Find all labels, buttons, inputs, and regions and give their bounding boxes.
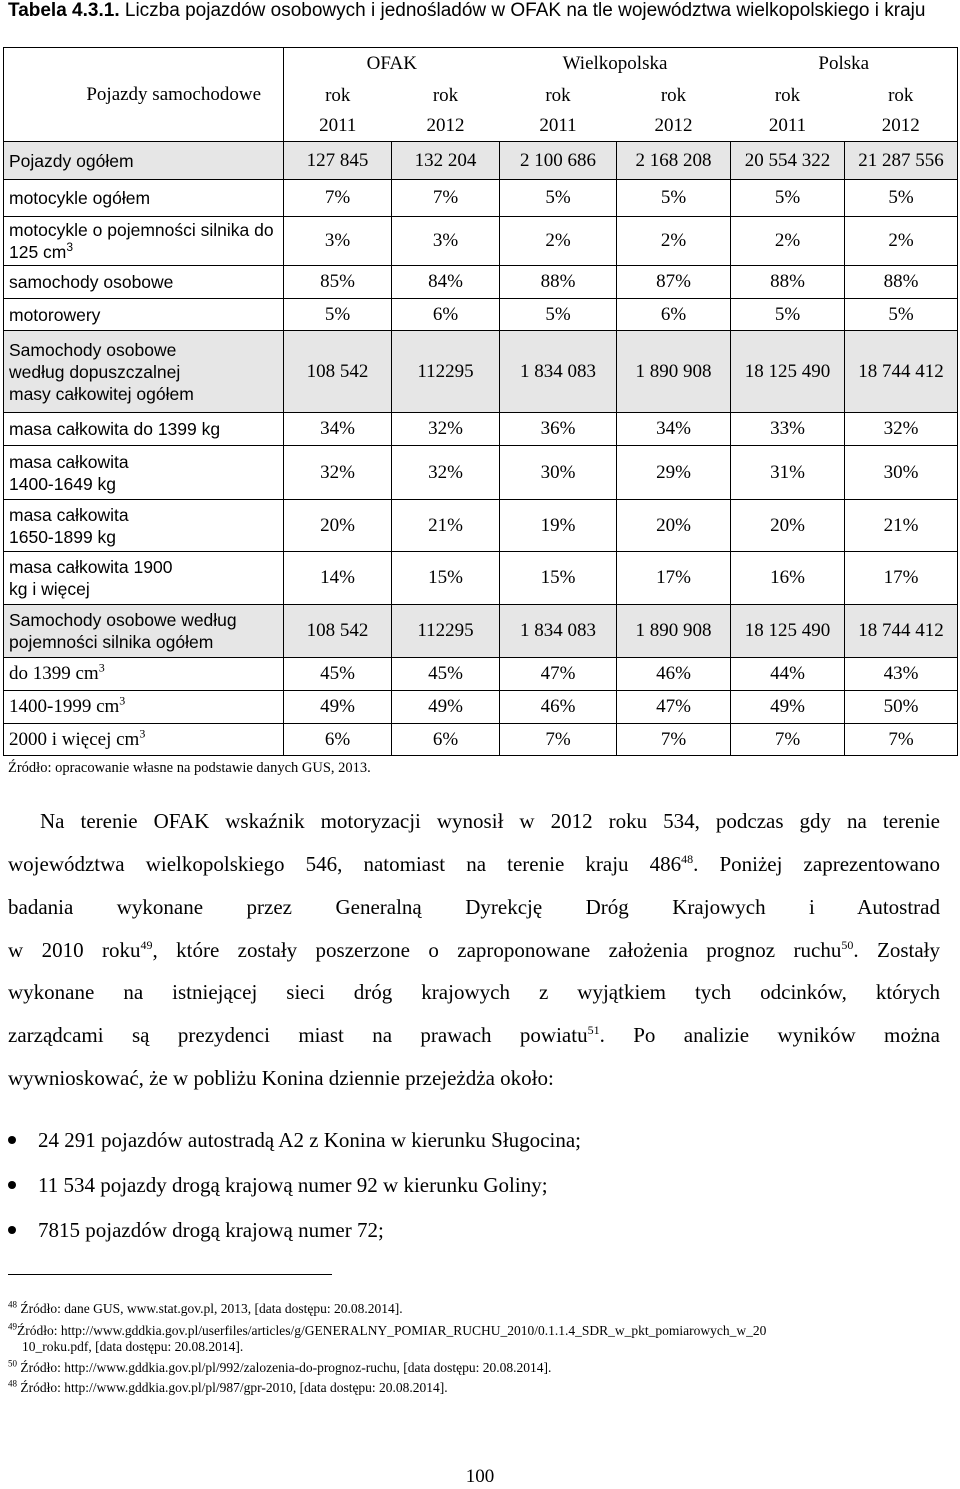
- cell: 2 100 686: [500, 142, 617, 180]
- footnote-number: 48: [8, 1378, 17, 1389]
- cell: 21 287 556: [845, 142, 958, 180]
- cell: 7%: [500, 724, 617, 756]
- cell: 6%: [392, 299, 500, 331]
- cell: 16%: [731, 552, 845, 605]
- footnote: [8, 1323, 948, 1355]
- cell: 29%: [617, 446, 731, 500]
- cell: 18 125 490: [731, 331, 845, 413]
- row-header: Pojazdy samochodowe: [86, 83, 261, 105]
- list-item: [8, 1218, 384, 1243]
- row-label-sup: 3: [66, 240, 74, 255]
- cell: 85%: [284, 266, 392, 299]
- footnote-number: 49: [8, 1321, 17, 1332]
- cell: 88%: [731, 266, 845, 299]
- row-label-text: 2000 i więcej cm: [9, 728, 140, 750]
- cell: 47%: [617, 691, 731, 724]
- cell: 7%: [284, 180, 392, 217]
- bullet-icon: [8, 1226, 16, 1234]
- cell: 18 125 490: [731, 605, 845, 658]
- year-value: 2011: [500, 112, 617, 142]
- footnote-ref: 49: [140, 938, 153, 952]
- paragraph-text: w 2010 roku: [8, 938, 141, 962]
- cell: 5%: [617, 180, 731, 217]
- cell: 2%: [845, 217, 958, 266]
- year-label: rok: [545, 84, 571, 106]
- paragraph-line: [8, 980, 940, 1005]
- table-row: [4, 552, 958, 605]
- list-item: [8, 1173, 548, 1198]
- cell: 47%: [500, 658, 617, 691]
- cell: 1 834 083: [500, 605, 617, 658]
- row-label-sup: 3: [139, 726, 146, 741]
- cell: 7%: [845, 724, 958, 756]
- cell: 18 744 412: [845, 331, 958, 413]
- footnote-separator: [8, 1274, 332, 1275]
- table-caption-text: Liczba pojazdów osobowych i jednośladów w OFAK na tle województwa wielkopolskiego i kraju: [124, 0, 926, 21]
- cell: 3%: [392, 217, 500, 266]
- table-caption: [8, 0, 952, 22]
- cell: 84%: [392, 266, 500, 299]
- table-row: [4, 605, 958, 658]
- cell: 30%: [500, 446, 617, 500]
- year-label: rok: [432, 84, 459, 106]
- paragraph-text: . Po analizie wyników można: [599, 1023, 940, 1047]
- cell: 1 834 083: [500, 331, 617, 413]
- page-number: 100: [465, 1466, 495, 1487]
- cell: 32%: [845, 413, 958, 446]
- row-label-sup: 3: [98, 660, 105, 675]
- paragraph-text: województwa wielkopolskiego 546, natomiast na terenie kraju 486: [8, 852, 682, 876]
- paragraph-line: [8, 1023, 940, 1048]
- row-label-text: 1400-1999 cm: [9, 696, 120, 717]
- table-row: [4, 500, 958, 552]
- cell: 32%: [284, 446, 392, 500]
- paragraph-text: Na terenie OFAK wskaźnik motoryzacji wynosił w 2012 roku 534, podczas gdy na terenie: [40, 809, 940, 833]
- cell: 20%: [284, 500, 392, 552]
- table-row: [4, 691, 958, 724]
- row-label: masa całkowita 1650-1899 kg: [4, 500, 284, 552]
- bullet-icon: [8, 1181, 16, 1189]
- cell: 7%: [392, 180, 500, 217]
- cell: 2%: [731, 217, 845, 266]
- paragraph-text: . Poniżej zaprezentowano: [693, 852, 940, 876]
- footnote-ref: 51: [587, 1023, 600, 1037]
- cell: 5%: [845, 180, 958, 217]
- year-label: rok: [660, 84, 687, 106]
- paragraph-line: [8, 852, 940, 877]
- cell: 2%: [617, 217, 731, 266]
- row-label: [4, 658, 284, 691]
- cell: 19%: [500, 500, 617, 552]
- cell: 6%: [617, 299, 731, 331]
- cell: 88%: [500, 266, 617, 299]
- cell: 108 542: [284, 331, 392, 413]
- year-label: rok: [774, 84, 801, 106]
- cell: 3%: [284, 217, 392, 266]
- cell: 50%: [845, 691, 958, 724]
- cell: 2%: [500, 217, 617, 266]
- row-label-text: motocykle o pojemności silnika do 125 cm: [9, 220, 274, 262]
- row-label: Samochody osobowe według dopuszczalnej masy całkowitej ogółem: [4, 331, 284, 413]
- group-header-polska: Polska: [731, 48, 958, 80]
- footnote-number: 50: [8, 1358, 17, 1369]
- row-label: Samochody osobowe według pojemności silnika ogółem: [4, 605, 284, 658]
- cell: 17%: [617, 552, 731, 605]
- cell: 127 845: [284, 142, 392, 180]
- footnote-ref: 48: [681, 852, 694, 866]
- cell: 5%: [500, 299, 617, 331]
- cell: 6%: [392, 724, 500, 756]
- year-value: 2011: [284, 112, 392, 142]
- cell: 21%: [392, 500, 500, 552]
- footnote-text: Źródło: dane GUS, www.stat.gov.pl, 2013, [data dostępu: 20.08.2014].: [20, 1301, 403, 1316]
- cell: 14%: [284, 552, 392, 605]
- row-header-cell: [4, 48, 284, 142]
- paragraph-text: wywnioskować, że w pobliżu Konina dziennie przejeżdża około:: [8, 1066, 554, 1090]
- cell: 112295: [392, 605, 500, 658]
- cell: 5%: [731, 299, 845, 331]
- paragraph-line: [8, 938, 940, 963]
- table-row: [4, 446, 958, 500]
- cell: 132 204: [392, 142, 500, 180]
- cell: 49%: [392, 691, 500, 724]
- cell: 112295: [392, 331, 500, 413]
- cell: 46%: [617, 658, 731, 691]
- row-label: masa całkowita do 1399 kg: [4, 413, 284, 446]
- table-row: [4, 299, 958, 331]
- cell: 7%: [617, 724, 731, 756]
- cell: 32%: [392, 413, 500, 446]
- cell: 1 890 908: [617, 331, 731, 413]
- bullet-icon: [8, 1136, 16, 1144]
- paragraph-line: [8, 1066, 940, 1091]
- table-row: [4, 658, 958, 691]
- cell: 88%: [845, 266, 958, 299]
- table-row: [4, 331, 958, 413]
- cell: 30%: [845, 446, 958, 500]
- list-item-text: 24 291 pojazdów autostradą A2 z Konina w kierunku Sługocina;: [38, 1128, 581, 1152]
- table-row: [4, 142, 958, 180]
- table-row: [4, 266, 958, 299]
- footnote-text: Źródło: http://www.gddkia.gov.pl/pl/987/gpr-2010, [data dostępu: 20.08.2014].: [20, 1380, 448, 1395]
- cell: 20 554 322: [731, 142, 845, 180]
- cell: 49%: [731, 691, 845, 724]
- table-row: [4, 180, 958, 217]
- cell: 15%: [500, 552, 617, 605]
- table-caption-label: Tabela 4.3.1.: [8, 0, 120, 21]
- cell: 49%: [284, 691, 392, 724]
- table-source: Źródło: opracowanie własne na podstawie danych GUS, 2013.: [8, 760, 371, 776]
- table-row: [4, 724, 958, 756]
- paragraph-text: . Zostały: [853, 938, 940, 962]
- footnote-text: Źródło: http://www.gddkia.gov.pl/pl/992/zalozenia-do-prognoz-ruchu, [data dostępu: 20.08.2014].: [20, 1360, 552, 1375]
- cell: 34%: [284, 413, 392, 446]
- cell: 21%: [845, 500, 958, 552]
- footnote: [8, 1360, 948, 1376]
- cell: 5%: [731, 180, 845, 217]
- row-label: [4, 724, 284, 756]
- cell: 5%: [284, 299, 392, 331]
- cell: 46%: [500, 691, 617, 724]
- list-item: [8, 1128, 581, 1153]
- group-header-wielkopolska: Wielkopolska: [500, 48, 731, 80]
- vehicles-table: [3, 47, 958, 756]
- paragraph-line: [8, 895, 940, 920]
- cell: 32%: [392, 446, 500, 500]
- cell: 87%: [617, 266, 731, 299]
- year-label: rok: [325, 84, 351, 106]
- group-header-ofak: OFAK: [284, 48, 500, 80]
- footnote-text-cont: 10_roku.pdf, [data dostępu: 20.08.2014].: [22, 1339, 244, 1354]
- footnote: [8, 1380, 948, 1396]
- cell: 44%: [731, 658, 845, 691]
- row-label: masa całkowita 1400-1649 kg: [4, 446, 284, 500]
- footnote-ref: 50: [841, 938, 854, 952]
- cell: 15%: [392, 552, 500, 605]
- row-label: motocykle ogółem: [4, 180, 284, 217]
- cell: 20%: [731, 500, 845, 552]
- cell: 6%: [284, 724, 392, 756]
- cell: 108 542: [284, 605, 392, 658]
- row-label: masa całkowita 1900 kg i więcej: [4, 552, 284, 605]
- cell: 34%: [617, 413, 731, 446]
- paragraph-text: badania wykonane przez Generalną Dyrekcję Dróg Krajowych i Autostrad: [8, 895, 940, 919]
- row-label-text: do 1399 cm: [9, 663, 99, 684]
- row-label: [4, 691, 284, 724]
- row-label: motorowery: [4, 299, 284, 331]
- footnote: [8, 1301, 948, 1317]
- paragraph-text: wykonane na istniejącej sieci dróg krajowych z wyjątkiem tych odcinków, których: [8, 980, 940, 1004]
- cell: 5%: [500, 180, 617, 217]
- paragraph-text: zarządcami są prezydenci miast na prawach powiatu: [8, 1023, 588, 1047]
- cell: 2 168 208: [617, 142, 731, 180]
- cell: 33%: [731, 413, 845, 446]
- year-label: rok: [845, 80, 958, 112]
- year-value: 2012: [845, 112, 958, 142]
- year-value: 2012: [617, 112, 731, 142]
- cell: 17%: [845, 552, 958, 605]
- cell: 43%: [845, 658, 958, 691]
- paragraph-line: [8, 809, 940, 834]
- cell: 45%: [392, 658, 500, 691]
- cell: 5%: [845, 299, 958, 331]
- cell: 31%: [731, 446, 845, 500]
- year-value: 2011: [731, 112, 845, 142]
- paragraph-text: , które zostały poszerzone o zaproponowane założenia prognoz ruchu: [152, 938, 842, 962]
- cell: 36%: [500, 413, 617, 446]
- footnote-text: Źródło: http://www.gddkia.gov.pl/userfiles/articles/g/GENERALNY_POMIAR_RUCHU_2010/0.1.1.4_SDR_w_pkt_pomiarowych_w_20: [17, 1323, 767, 1338]
- table-row: [4, 413, 958, 446]
- list-item-text: 11 534 pojazdy drogą krajową numer 92 w kierunku Goliny;: [38, 1173, 548, 1197]
- row-label: samochody osobowe: [4, 266, 284, 299]
- cell: 1 890 908: [617, 605, 731, 658]
- year-value: 2012: [392, 112, 500, 142]
- row-label: [4, 217, 284, 266]
- cell: 20%: [617, 500, 731, 552]
- row-label: Pojazdy ogółem: [4, 142, 284, 180]
- list-item-text: 7815 pojazdów drogą krajową numer 72;: [38, 1218, 384, 1242]
- footnote-number: 48: [8, 1299, 17, 1310]
- cell: 45%: [284, 658, 392, 691]
- row-label-sup: 3: [119, 693, 126, 708]
- cell: 7%: [731, 724, 845, 756]
- cell: 18 744 412: [845, 605, 958, 658]
- table-row: [4, 217, 958, 266]
